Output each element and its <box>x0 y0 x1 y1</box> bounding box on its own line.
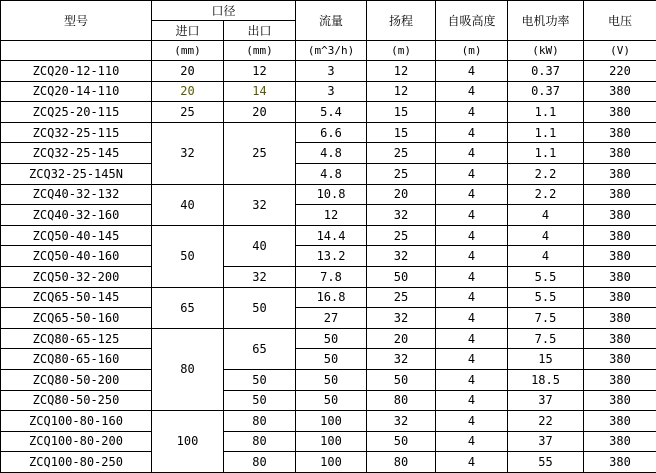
cell-model: ZCQ50-40-145 <box>1 225 152 246</box>
cell-outlet: 50 <box>224 390 296 411</box>
cell-head: 32 <box>367 205 436 226</box>
cell-power: 22 <box>508 411 584 432</box>
cell-head: 25 <box>367 225 436 246</box>
cell-suction: 4 <box>436 246 508 267</box>
unit-outlet: (mm) <box>224 41 296 61</box>
table-row <box>1 452 656 473</box>
cell-power: 18.5 <box>508 369 584 390</box>
table-row <box>1 287 656 308</box>
cell-head: 50 <box>367 431 436 452</box>
table-row <box>1 369 656 390</box>
cell-suction: 4 <box>436 390 508 411</box>
unit-power: (kW) <box>508 41 584 61</box>
cell-voltage: 380 <box>584 431 656 452</box>
cell-suction: 4 <box>436 81 508 102</box>
cell-voltage: 380 <box>584 369 656 390</box>
table-row <box>1 349 656 370</box>
cell-power: 1.1 <box>508 143 584 164</box>
table-row <box>1 225 656 246</box>
cell-flow: 4.8 <box>296 143 367 164</box>
cell-inlet: 80 <box>152 328 224 410</box>
cell-flow: 4.8 <box>296 163 367 184</box>
cell-power: 4 <box>508 246 584 267</box>
cell-outlet: 32 <box>224 184 296 225</box>
header-model: 型号 <box>1 1 152 41</box>
cell-head: 32 <box>367 349 436 370</box>
cell-inlet: 100 <box>152 411 224 473</box>
cell-voltage: 380 <box>584 205 656 226</box>
table-row <box>1 163 656 184</box>
cell-voltage: 380 <box>584 163 656 184</box>
cell-voltage: 220 <box>584 61 656 82</box>
table-row <box>1 81 656 102</box>
table-row <box>1 431 656 452</box>
cell-inlet: 20 <box>152 61 224 82</box>
cell-model: ZCQ50-40-160 <box>1 246 152 267</box>
cell-flow: 12 <box>296 205 367 226</box>
table-row <box>1 61 656 82</box>
cell-outlet: 50 <box>224 287 296 328</box>
cell-voltage: 380 <box>584 308 656 329</box>
cell-model: ZCQ32-25-115 <box>1 122 152 143</box>
cell-power: 55 <box>508 452 584 473</box>
unit-row <box>1 41 656 61</box>
cell-outlet: 65 <box>224 328 296 369</box>
cell-flow: 100 <box>296 452 367 473</box>
cell-voltage: 380 <box>584 452 656 473</box>
table-row <box>1 328 656 349</box>
cell-inlet: 20 <box>152 81 224 102</box>
cell-power: 4 <box>508 225 584 246</box>
unit-suction: (m) <box>436 41 508 61</box>
header-flow: 流量 <box>296 1 367 41</box>
cell-head: 32 <box>367 246 436 267</box>
cell-outlet: 50 <box>224 369 296 390</box>
table-row <box>1 122 656 143</box>
unit-model-blank <box>1 41 152 61</box>
cell-flow: 27 <box>296 308 367 329</box>
cell-outlet: 80 <box>224 452 296 473</box>
cell-voltage: 380 <box>584 411 656 432</box>
cell-flow: 13.2 <box>296 246 367 267</box>
cell-head: 12 <box>367 61 436 82</box>
header-row-1 <box>1 1 656 21</box>
cell-power: 37 <box>508 431 584 452</box>
cell-model: ZCQ20-14-110 <box>1 81 152 102</box>
cell-flow: 100 <box>296 431 367 452</box>
header-voltage: 电压 <box>584 1 656 41</box>
cell-outlet: 80 <box>224 431 296 452</box>
cell-suction: 4 <box>436 266 508 287</box>
cell-flow: 100 <box>296 411 367 432</box>
cell-suction: 4 <box>436 225 508 246</box>
cell-power: 5.5 <box>508 287 584 308</box>
table-row <box>1 246 656 267</box>
cell-suction: 4 <box>436 184 508 205</box>
cell-power: 1.1 <box>508 102 584 123</box>
cell-power: 0.37 <box>508 81 584 102</box>
cell-flow: 7.8 <box>296 266 367 287</box>
cell-flow: 3 <box>296 61 367 82</box>
table-row <box>1 102 656 123</box>
cell-model: ZCQ80-50-200 <box>1 369 152 390</box>
cell-inlet: 40 <box>152 184 224 225</box>
cell-model: ZCQ80-50-250 <box>1 390 152 411</box>
cell-head: 50 <box>367 369 436 390</box>
cell-head: 25 <box>367 287 436 308</box>
cell-suction: 4 <box>436 369 508 390</box>
table-row <box>1 184 656 205</box>
cell-model: ZCQ20-12-110 <box>1 61 152 82</box>
cell-voltage: 380 <box>584 122 656 143</box>
unit-flow: (m^3/h) <box>296 41 367 61</box>
header-head: 扬程 <box>367 1 436 41</box>
cell-suction: 4 <box>436 61 508 82</box>
cell-head: 15 <box>367 122 436 143</box>
cell-model: ZCQ100-80-200 <box>1 431 152 452</box>
cell-model: ZCQ65-50-160 <box>1 308 152 329</box>
cell-voltage: 380 <box>584 349 656 370</box>
cell-voltage: 380 <box>584 81 656 102</box>
cell-flow: 50 <box>296 328 367 349</box>
cell-head: 20 <box>367 184 436 205</box>
cell-model: ZCQ32-25-145N <box>1 163 152 184</box>
cell-head: 12 <box>367 81 436 102</box>
cell-power: 7.5 <box>508 308 584 329</box>
header-caliber: 口径 <box>152 1 296 21</box>
cell-outlet: 12 <box>224 61 296 82</box>
cell-head: 25 <box>367 163 436 184</box>
cell-power: 5.5 <box>508 266 584 287</box>
cell-voltage: 380 <box>584 287 656 308</box>
cell-power: 2.2 <box>508 163 584 184</box>
cell-voltage: 380 <box>584 143 656 164</box>
cell-inlet: 25 <box>152 102 224 123</box>
cell-outlet: 80 <box>224 411 296 432</box>
cell-model: ZCQ25-20-115 <box>1 102 152 123</box>
table-row <box>1 266 656 287</box>
cell-power: 2.2 <box>508 184 584 205</box>
unit-voltage: (V) <box>584 41 656 61</box>
table-row <box>1 411 656 432</box>
cell-flow: 50 <box>296 369 367 390</box>
cell-model: ZCQ50-32-200 <box>1 266 152 287</box>
unit-head: (m) <box>367 41 436 61</box>
cell-model: ZCQ80-65-160 <box>1 349 152 370</box>
cell-flow: 5.4 <box>296 102 367 123</box>
cell-head: 50 <box>367 266 436 287</box>
cell-voltage: 380 <box>584 225 656 246</box>
cell-voltage: 380 <box>584 390 656 411</box>
cell-head: 25 <box>367 143 436 164</box>
cell-head: 80 <box>367 390 436 411</box>
cell-flow: 10.8 <box>296 184 367 205</box>
cell-suction: 4 <box>436 205 508 226</box>
cell-inlet: 32 <box>152 122 224 184</box>
cell-flow: 50 <box>296 349 367 370</box>
cell-suction: 4 <box>436 287 508 308</box>
cell-outlet: 25 <box>224 122 296 184</box>
cell-outlet: 40 <box>224 225 296 266</box>
cell-voltage: 380 <box>584 266 656 287</box>
header-inlet: 进口 <box>152 21 224 41</box>
cell-head: 20 <box>367 328 436 349</box>
cell-power: 7.5 <box>508 328 584 349</box>
unit-inlet: (mm) <box>152 41 224 61</box>
cell-power: 0.37 <box>508 61 584 82</box>
table-row <box>1 205 656 226</box>
cell-flow: 6.6 <box>296 122 367 143</box>
cell-model: ZCQ100-80-160 <box>1 411 152 432</box>
cell-voltage: 380 <box>584 328 656 349</box>
table-row <box>1 143 656 164</box>
table-row <box>1 308 656 329</box>
cell-model: ZCQ100-80-250 <box>1 452 152 473</box>
cell-power: 1.1 <box>508 122 584 143</box>
cell-outlet: 14 <box>224 81 296 102</box>
cell-model: ZCQ40-32-160 <box>1 205 152 226</box>
cell-suction: 4 <box>436 349 508 370</box>
cell-outlet: 20 <box>224 102 296 123</box>
cell-power: 4 <box>508 205 584 226</box>
cell-head: 32 <box>367 411 436 432</box>
cell-flow: 50 <box>296 390 367 411</box>
cell-suction: 4 <box>436 411 508 432</box>
cell-model: ZCQ40-32-132 <box>1 184 152 205</box>
cell-suction: 4 <box>436 163 508 184</box>
cell-suction: 4 <box>436 122 508 143</box>
cell-voltage: 380 <box>584 102 656 123</box>
cell-suction: 4 <box>436 102 508 123</box>
header-outlet: 出口 <box>224 21 296 41</box>
cell-inlet: 65 <box>152 287 224 328</box>
cell-head: 32 <box>367 308 436 329</box>
cell-power: 37 <box>508 390 584 411</box>
cell-suction: 4 <box>436 328 508 349</box>
cell-model: ZCQ65-50-145 <box>1 287 152 308</box>
cell-voltage: 380 <box>584 246 656 267</box>
cell-model: ZCQ32-25-145 <box>1 143 152 164</box>
cell-power: 15 <box>508 349 584 370</box>
cell-voltage: 380 <box>584 184 656 205</box>
cell-inlet: 50 <box>152 225 224 287</box>
table-row <box>1 390 656 411</box>
cell-suction: 4 <box>436 143 508 164</box>
cell-head: 15 <box>367 102 436 123</box>
cell-suction: 4 <box>436 308 508 329</box>
header-power: 电机功率 <box>508 1 584 41</box>
cell-suction: 4 <box>436 452 508 473</box>
cell-flow: 16.8 <box>296 287 367 308</box>
header-suction: 自吸高度 <box>436 1 508 41</box>
cell-flow: 3 <box>296 81 367 102</box>
cell-outlet: 32 <box>224 266 296 287</box>
cell-suction: 4 <box>436 431 508 452</box>
cell-model: ZCQ80-65-125 <box>1 328 152 349</box>
cell-head: 80 <box>367 452 436 473</box>
cell-flow: 14.4 <box>296 225 367 246</box>
